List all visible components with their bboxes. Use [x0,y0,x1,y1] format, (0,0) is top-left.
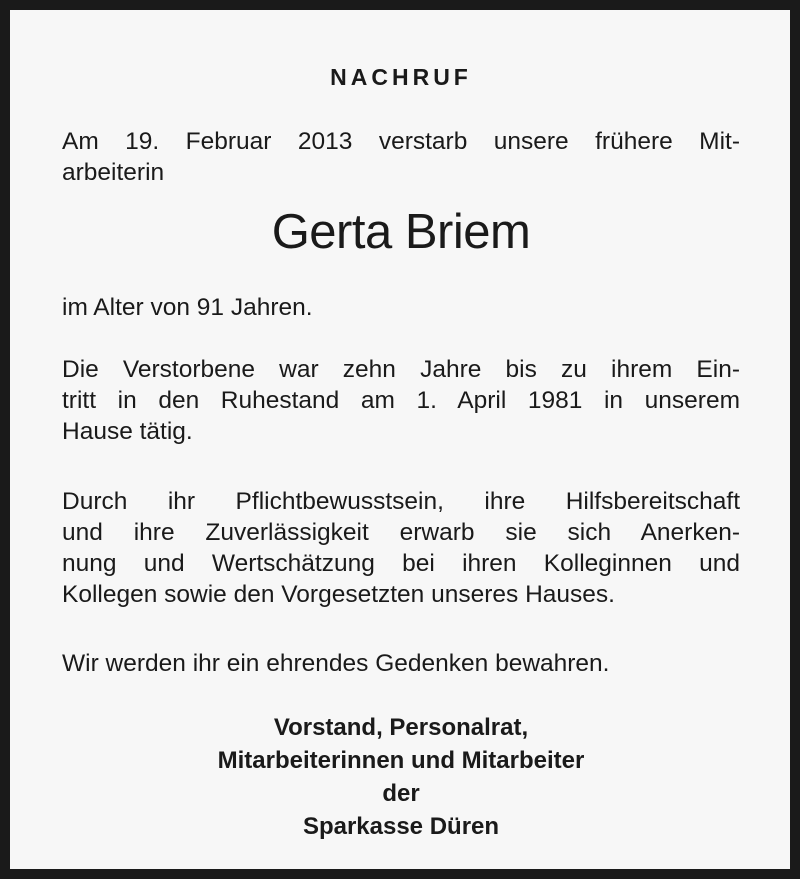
intro-line: Am 19. Februar 2013 verstarb unsere frühere Mit- [62,128,740,155]
age-paragraph [62,292,740,323]
signature-line: der [382,780,420,807]
tribute-line: Durch ihr Pflichtbewusstsein, ihre Hilfsbereitschaft [62,488,740,515]
closing-paragraph [62,648,740,679]
intro-line: arbeiterin [62,159,165,186]
age-line: im Alter von 91 Jahren. [62,294,313,321]
closing-line: Wir werden ihr ein ehrendes Gedenken bewahren. [62,650,610,677]
signature-line: Mitarbeiterinnen und Mitarbeiter [217,747,585,774]
intro-paragraph [62,126,740,188]
service-line: Die Verstorbene war zehn Jahre bis zu ihrem Ein- [62,356,740,383]
signature-block [62,711,740,843]
deceased-name: Gerta Briem [271,205,531,259]
tribute-line: und ihre Zuverlässigkeit erwarb sie sich Anerken- [62,519,740,546]
signature-line: Sparkasse Düren [302,813,500,840]
signature-line: Vorstand, Personalrat, [273,714,529,741]
service-line: tritt in den Ruhestand am 1. April 1981 in unserem [62,387,740,414]
tribute-line: Kollegen sowie den Vorgesetzten unseres Hauses. [62,581,615,608]
obituary-heading: NACHRUF [330,64,472,90]
service-line: Hause tätig. [62,418,193,445]
service-paragraph [62,354,740,447]
tribute-line: nung und Wertschätzung bei ihren Kolleginnen und [62,550,740,577]
tribute-paragraph [62,486,740,610]
